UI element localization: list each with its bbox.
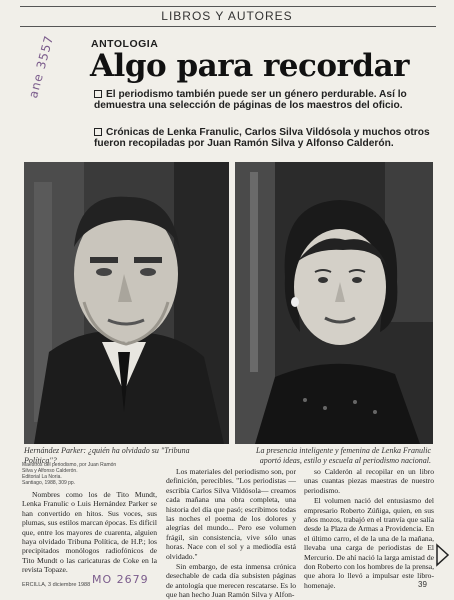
book-info-line-3: Editorial La Noria. [22, 474, 62, 480]
body-paragraph: Nombres como los de Tito Mundt, Lenka Franulic o Luis Hernández Parker se han convertido en hitos. Sus voces, sus plumas, sus estilos marcan épocas. Es difícil que, entre los mayores de cuarenta, alguien haya olvidado Tribuna Política, de H.P.; los precipitados monólogos radiofónicos de Tito Mundt o las caricaturas de Coke en la revista Topaze. [22, 490, 157, 575]
article-headline: Algo para recordar [90, 48, 409, 84]
left-photo-caption: Hernández Parker: ¿quién ha olvidado su "Tribuna Política"? [24, 446, 190, 465]
book-info-line-2: Silva y Alfonso Calderón. [22, 468, 78, 474]
bullet-box-icon [94, 90, 102, 98]
deck-text-1: El periodismo también puede ser un género perdurable. Así lo demuestra una selección de páginas de los maestros del oficio. [94, 89, 407, 111]
body-paragraph: El volumen nació del entusiasmo del empresario Roberto Zúñiga, quien, en sus años mozos, trabajó en el tranvía que salía desde la Plaza de Armas a Providencia. En el último carro, el de la una de la mañana, llevaba una carga de periodistas de El Mercurio. De ahí nació la larga amistad de don Roberto con los hombres de la prensa, que ahora lo llevó a impulsar este libro-homenaje. [304, 496, 434, 590]
page-number: 39 [418, 580, 427, 589]
deck-text-2: Crónicas de Lenka Franulic, Carlos Silva Vildósola y muchos otros fueron recopiladas por Juan Ramón Silva y Alfonso Calderón. [94, 127, 430, 149]
deck-paragraph-1 [94, 89, 434, 111]
book-info-box [22, 462, 162, 486]
body-column-2 [166, 467, 296, 600]
body-column-3 [304, 467, 434, 591]
photo-lenka-franulic [235, 162, 433, 444]
continue-arrow-icon [436, 543, 450, 567]
body-paragraph: Los materiales del periodismo son, por definición, perecibles. "Los periodistas —escribía Carlos Silva Vildósola— creamos cada mañana una obra completa, una historia del día que pasó; escribimos todas las noches el poema de los dolores y alegrías del mundo... Pero ese volumen frágil, sin consistencia, vive sólo unas horas. Nace con el sol y a mediodía está olvidado." [166, 467, 296, 561]
section-header: LIBROS Y AUTORES [161, 9, 293, 23]
body-column-1 [22, 490, 157, 576]
top-rule [20, 6, 436, 7]
portrait-woman-image [235, 162, 433, 444]
right-photo-caption: La presencia inteligente y femenina de Lenka Franulic aportó ideas, estilo y escuela al periodismo nacional. [256, 446, 431, 465]
portrait-man-image [24, 162, 229, 444]
body-paragraph: so Calderón al recopilar en un libro unas cuantas piezas maestras de nuestro periodismo. [304, 467, 434, 495]
book-info-line-4: Santiago, 1988, 309 pp. [22, 480, 76, 486]
photo-hernandez-parker [24, 162, 229, 444]
deck-paragraph-2 [94, 127, 434, 149]
article-kicker: ANTOLOGIA [91, 38, 159, 50]
book-info-line-1: Maestros del periodismo, por Juan Ramón [22, 462, 117, 468]
archive-stamp: MO 2679 [92, 573, 149, 586]
body-paragraph: Sin embargo, de esta inmensa crónica desechable de cada día subsisten páginas de antología que merecen rescatarse. Es lo que han hecho Juan Ramón Silva y Alfon- [166, 562, 296, 600]
section-rule [20, 26, 436, 27]
footer-source: ERCILLA, 3 diciembre 1988 [22, 582, 91, 588]
bullet-box-icon [94, 128, 102, 136]
margin-handwritten-note: ane 3557 [26, 33, 57, 100]
